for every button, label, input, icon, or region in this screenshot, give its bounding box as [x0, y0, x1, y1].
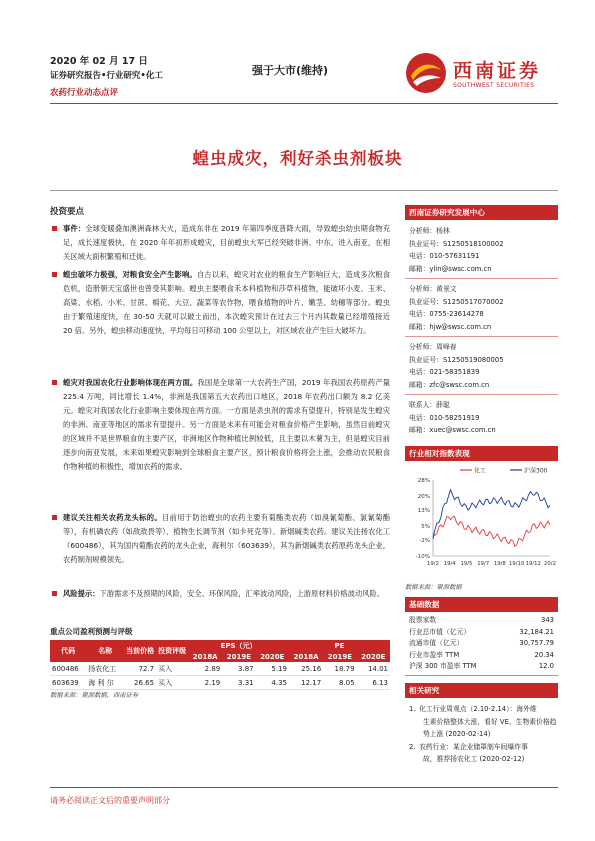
x-tick-label: 19/7 [477, 561, 490, 567]
contact-block [405, 399, 558, 437]
bullet-text: 自古以来，蝗灾对农业的粮食生产影响巨大，造成多次粮食危机，造册朝天宝盛世也曾受其影响。蝗虫主要喂食禾本科植物和莎草科植物，能破坏小麦、玉米、高粱、水稻、小米、甘蔗、棉花、大豆、蔬菜等农作物，喂食植物的叶片、嫩茎、幼穗等部分。蝗虫由于繁殖速度快，在 30-50 天就可以破土而出，本次蝗灾预计在过去三个月内其数量已经增殖接近 20 倍。另外，蝗虫移动速度快，平均每日可移动 100 公里以上，对区域农业产生巨大破坏力。 [63, 270, 390, 335]
related-title-cont: 故，推荐扬农化工 (2020-02-12) [423, 755, 525, 763]
research-center-header: 西南证券研究发展中心 [405, 205, 558, 220]
bullet-event [50, 222, 390, 264]
logo-text-en: SOUTHWEST SECURITIES [453, 82, 535, 89]
analyst-phone: 电话：0755-23614278 [409, 310, 484, 318]
legend-label: 沪深300 [524, 467, 548, 475]
cell-value: 3.87 [222, 662, 255, 676]
analyst-phone: 电话：010-57631191 [409, 252, 480, 260]
analyst-email[interactable]: 邮箱：zfc@swsc.com.cn [409, 380, 490, 389]
related-item[interactable] [405, 741, 558, 766]
series-line [433, 490, 550, 539]
key-data-value: 30,757.79 [519, 639, 554, 647]
bullet-text: 全球变暖叠加澳洲森林大火，造成东非在 2019 年第四季度普降大雨，导致蝗虫幼虫期食物充足，成长速度极快，在 2020 年年初形成蝗灾，目前蝗虫大军已经突破非洲、中东，进入南亚，在相关区域大面积繁殖和迁徙。 [63, 224, 391, 261]
col-eps: EPS（元） [188, 640, 289, 652]
cell-value: 5.19 [256, 662, 289, 676]
cell-value: 3.31 [222, 676, 255, 690]
cell-code: 603639 [50, 676, 86, 690]
contact-name: 联系人：薛聪 [409, 401, 450, 409]
legend-label: 化工 [474, 467, 487, 475]
related-index: 2. [409, 742, 416, 751]
analyst-name: 分析师：黄景文 [409, 285, 457, 293]
cell-price: 26.65 [124, 676, 156, 690]
index-chart [405, 464, 558, 579]
analyst-divider [405, 394, 558, 395]
footer-disclaimer: 请务必阅读正文后的重要声明部分 [50, 796, 170, 805]
right-column [405, 205, 558, 437]
key-data-value: 12.0 [538, 662, 554, 670]
cell-name: 扬农化工 [86, 662, 124, 676]
bullet-marker [52, 272, 57, 277]
key-data-row [405, 638, 558, 650]
forecast-source: 数据来源：聚源数据，西南证券 [50, 692, 139, 699]
report-type: 农药行业动态点评 [50, 88, 119, 98]
analyst-name: 分析师：周峰春 [409, 343, 457, 351]
contact-phone: 电话：010-58251919 [409, 413, 480, 422]
bullet-marker [52, 515, 57, 520]
contact-email[interactable]: 邮箱：xuec@swsc.com.cn [409, 426, 496, 434]
title-divider [50, 190, 558, 191]
bullet-marker [52, 226, 57, 231]
analyst-phone: 电话：021-58351839 [409, 368, 480, 376]
col-rating: 投资评级 [156, 640, 188, 662]
related-item[interactable] [405, 703, 558, 741]
analyst-email[interactable]: 邮箱：ylin@swsc.com.cn [409, 264, 492, 273]
cell-value: 2.89 [188, 662, 222, 676]
bullet-marker [52, 591, 57, 596]
bullet-text: 下游需求不及预期的风险，安全、环保风险，汇率波动风险，上游原材料价格波动风险。 [99, 589, 385, 598]
related-title-cont: 生素价格整体大涨，看好 VE、生物素价格趋势上涨 (2020-02-14) [423, 717, 557, 738]
cell-value: 12.17 [289, 676, 323, 690]
analyst-divider [405, 278, 558, 279]
key-data-row [405, 650, 558, 662]
analyst-email[interactable]: 邮箱：hjw@swsc.com.cn [409, 322, 492, 331]
key-data-header: 基础数据 [405, 597, 558, 612]
analyst-cert: 执业证号：S1250518100002 [409, 239, 504, 248]
key-data-label: 流通市值（亿元） [409, 639, 464, 647]
key-data-value: 343 [541, 616, 554, 624]
bullet-text: 我国是全球第一大农药生产国，2019 年我国农药原药产量 225.4 万吨，同比增长 1.4%，非洲是我国第五大农药出口地区，2018 年农药出口额为 8.2 亿美元。蝗灾对我国农化行业影响主要体现在两方面。一方面是杀虫剂的需求有望提升，特别是发生蝗灾的非洲、南亚等地区的需求有望提升。另一方面是未来有可能会对粮食价格产生影响，虽然目前蝗灾的区域并不是世界粮食的主要产区，非洲地区作物种植比例较低，且主要以木薯为主，但是蝗灾目前逐步向南亚发展，未来如果蝗灾影响到全球粮食主要产区，预计粮食价格将会上涨，会推动农民粮食作物种植的积极性，增加农药的需求。 [63, 378, 390, 471]
key-data-divider [405, 675, 558, 676]
cell-value: 14.01 [357, 662, 390, 676]
y-tick-label: 20% [417, 494, 430, 500]
col-year: 2018A [188, 652, 222, 662]
col-pe: PE [289, 640, 390, 652]
y-tick-label: 5% [421, 524, 430, 530]
bullet-lead: 蝗灾对我国农化行业影响体现在两方面。 [63, 378, 198, 387]
analyst-block [405, 225, 558, 275]
cell-value: 2.19 [188, 676, 222, 690]
report-date: 2020 年 02 月 17 日 [50, 56, 148, 67]
series-line [433, 516, 550, 546]
related-title: 农药行业：某企业储罩制车间爆炸事 [419, 742, 528, 751]
cell-value: 18.79 [323, 662, 356, 676]
related-research-header: 相关研究 [405, 683, 558, 698]
forecast-table [50, 640, 390, 690]
key-data-label: 行业总市值（亿元） [409, 627, 471, 636]
related-research-section [405, 683, 558, 766]
key-data-row [405, 627, 558, 639]
footer-divider [50, 787, 558, 788]
analyst-block [405, 283, 558, 333]
logo-text-cn: 西南证券 [453, 60, 542, 82]
bullet-lead: 风险提示： [63, 589, 100, 598]
analyst-name: 分析师：杨林 [409, 227, 450, 235]
bullet-risk [50, 587, 390, 601]
x-tick-label: 19/8 [493, 561, 506, 567]
col-year: 2018A [289, 652, 323, 662]
investment-heading: 投资要点 [50, 207, 85, 217]
x-tick-label: 19/12 [525, 561, 541, 567]
key-data-row [405, 615, 558, 627]
col-year: 2020E [256, 652, 289, 662]
bullet-marker [52, 380, 57, 385]
company-logo [405, 48, 555, 100]
x-tick-label: 20/2 [544, 561, 556, 567]
related-title: 化工行业周观点（2.10-2.14）：海外维 [419, 705, 537, 713]
report-title: 蝗虫成灾，利好杀虫剂板块 [192, 149, 403, 168]
forecast-title: 重点公司盈利预测与评级 [50, 627, 133, 636]
key-data-label: 股票家数 [409, 616, 437, 624]
related-index: 1. [409, 705, 416, 713]
cell-price: 72.7 [124, 662, 156, 676]
col-name: 名称 [86, 640, 124, 662]
bullet-impact [50, 376, 390, 474]
analyst-cert: 执业证号：S1250517070002 [409, 297, 504, 306]
table-row [50, 662, 390, 676]
col-year: 2019E [222, 652, 255, 662]
col-year: 2019E [323, 652, 356, 662]
table-row [50, 676, 390, 690]
col-code: 代码 [50, 640, 86, 662]
cell-code: 600486 [50, 662, 86, 676]
key-data-value: 32,184.21 [519, 627, 554, 636]
analyst-block [405, 341, 558, 391]
key-data-label: 行业市盈率 TTM [409, 650, 460, 659]
logo-emblem-icon [405, 52, 447, 94]
left-column [50, 205, 390, 217]
bullet-text: 目前用于防治蝗虫的农药主要有菊酯类农药（如溴氰菊酯、氯氰菊酯等），有机磷农药（如敌敌畏等）、植物生长调节剂（如卡死克等）、新烟碱类农药。建议关注扬农化工（600486），其为国内菊酯农药的龙头企业，海利尔（603639），其为新烟碱类农药原药龙头企业，农药制剂规模领先。 [63, 513, 391, 564]
bullet-destruction [50, 268, 390, 338]
key-data-section [405, 597, 558, 676]
cell-value: 4.35 [256, 676, 289, 690]
key-data-row [405, 661, 558, 673]
bullet-lead: 事件： [63, 224, 86, 233]
x-tick-label: 19/10 [508, 561, 525, 567]
x-tick-label: 19/4 [443, 561, 456, 567]
col-price: 当前价格 [124, 640, 156, 662]
report-category: 证券研究报告•行业研究•化工 [50, 71, 163, 81]
cell-name: 海 利 尔 [86, 676, 124, 690]
cell-value: 6.13 [357, 676, 390, 690]
key-data-value: 20.34 [534, 650, 554, 659]
chart-source: 数据来源：聚源数据 [405, 584, 462, 591]
header-divider [50, 103, 558, 104]
analyst-divider [405, 336, 558, 337]
key-data-label: 沪深 300 市盈率 TTM [409, 662, 477, 670]
cell-rating: 买入 [156, 676, 188, 690]
col-year: 2020E [357, 652, 390, 662]
x-tick-label: 19/5 [460, 561, 473, 567]
y-tick-label: -2% [419, 538, 430, 544]
y-tick-label: 13% [417, 508, 430, 514]
analyst-cert: 执业证号：S1250519080005 [409, 355, 504, 364]
y-tick-label: 28% [417, 478, 430, 484]
x-tick-label: 19/2 [427, 561, 439, 567]
bullet-lead: 建议关注相关农药龙头标的。 [63, 513, 162, 522]
index-chart-header: 行业相对指数表现 [405, 446, 558, 461]
cell-value: 25.16 [289, 662, 323, 676]
y-tick-label: -10% [415, 554, 430, 560]
industry-rating: 强于大市(维持) [252, 64, 329, 77]
bullet-lead: 蝗虫破坏力极强，对粮食安全产生影响。 [63, 270, 197, 279]
bullet-recommend [50, 511, 390, 567]
cell-value: 8.05 [323, 676, 356, 690]
cell-rating: 买入 [156, 662, 188, 676]
